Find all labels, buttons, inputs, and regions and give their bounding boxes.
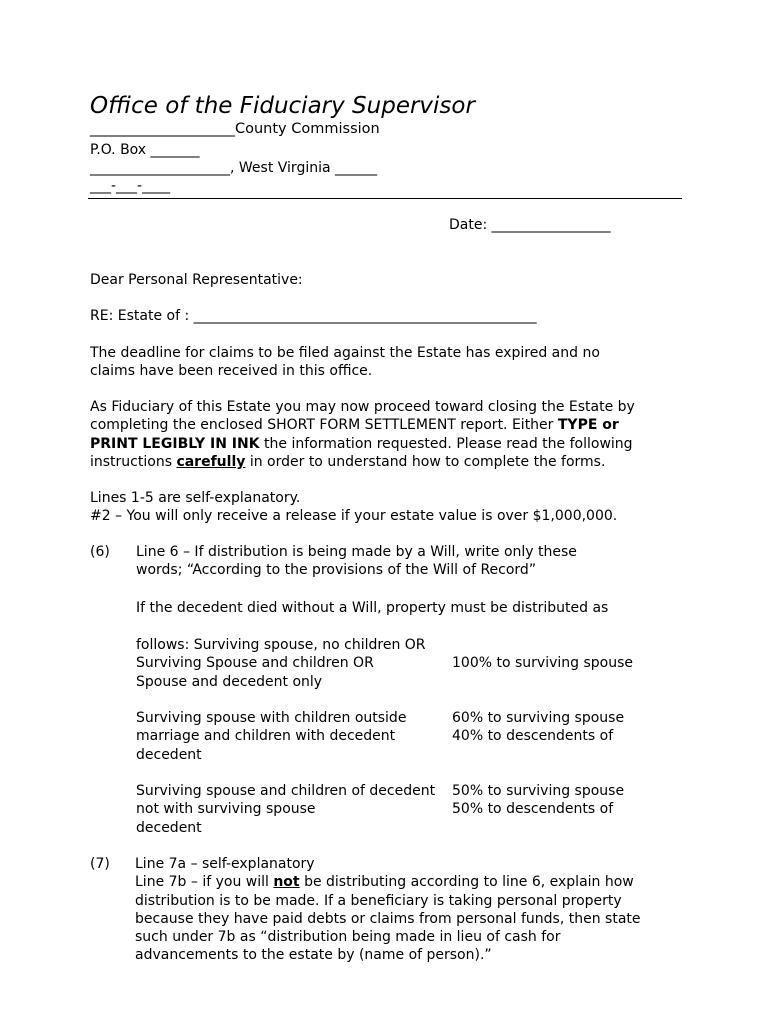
case3-left: Surviving spouse and children of decedent not with surviving spouse decedent bbox=[136, 783, 436, 836]
date-line: Date: _________________ bbox=[449, 217, 611, 233]
item7-text: Line 7a – self-explanatory Line 7b – if you will not be distributing according to line 6, explain how distribution is to be made. If a beneficiary is taking personal property because they have paid debts or claims from personal funds, then state such under 7b as “distribution being made in lieu of cash for advancements to the estate by (name of person).” bbox=[135, 856, 641, 964]
type-emphasis: TYPE or bbox=[557, 417, 619, 434]
print-legibly-emphasis: PRINT LEGIBLY IN INK bbox=[90, 435, 260, 452]
lines-intro: Lines 1-5 are self-explanatory. #2 – You will only receive a release if your estate value is over $1,000,000. bbox=[90, 490, 618, 525]
case1-left: follows: Surviving spouse, no children OR Surviving Spouse and children OR Spouse and decedent only bbox=[136, 637, 426, 690]
city-state-line: ____________________, West Virginia ______ bbox=[90, 160, 378, 176]
deadline-paragraph: The deadline for claims to be filed against the Estate has expired and no claims have been received in this office. bbox=[90, 345, 600, 380]
header-divider bbox=[88, 198, 682, 199]
case2-left: Surviving spouse with children outside marriage and children with decedent decedent bbox=[136, 710, 407, 763]
county-commission-line: ____________________County Commission bbox=[90, 121, 380, 137]
fiduciary-paragraph: As Fiduciary of this Estate you may now proceed toward closing the Estate by completing the enclosed SHORT FORM SETTLEMENT report. Either TYPE or PRINT LEGIBLY IN INK the information requested. Please read the following instructions carefully in order to understand how to complete the forms. bbox=[90, 399, 635, 470]
office-title: Office of the Fiduciary Supervisor bbox=[90, 93, 475, 119]
item6-intestate: If the decedent died without a Will, property must be distributed as bbox=[136, 600, 609, 616]
phone-line: ___-___-____ bbox=[90, 178, 171, 194]
case3-right: 50% to surviving spouse 50% to descendents of bbox=[452, 783, 625, 818]
item6-text: Line 6 – If distribution is being made by a Will, write only these words; “According to the provisions of the Will of Record” bbox=[136, 544, 577, 579]
estate-re-line: RE: Estate of : _________________________________________________ bbox=[90, 308, 537, 324]
item6-number: (6) bbox=[90, 544, 110, 560]
po-box-line: P.O. Box _______ bbox=[90, 142, 200, 158]
item7-number: (7) bbox=[90, 856, 110, 872]
not-emphasis: not bbox=[273, 874, 300, 891]
carefully-emphasis: carefully bbox=[176, 453, 246, 470]
salutation: Dear Personal Representative: bbox=[90, 272, 303, 288]
case2-right: 60% to surviving spouse 40% to descendents of bbox=[452, 710, 625, 745]
case1-right: 100% to surviving spouse bbox=[452, 655, 633, 671]
